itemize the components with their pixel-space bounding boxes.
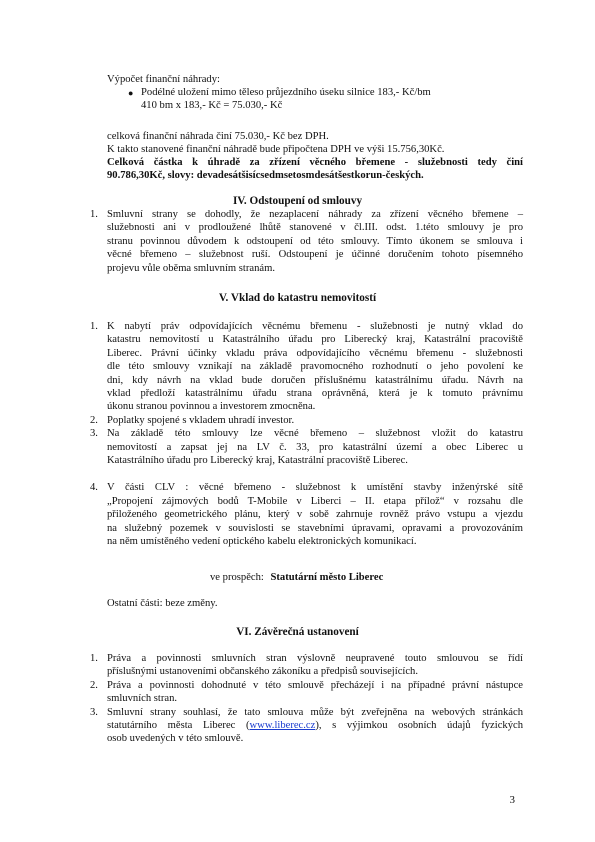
calc-heading: Výpočet finanční náhrady: — [107, 74, 220, 85]
item-line: K nabytí práv odpovídajících věcnému břemenu - služebnosti je nutný vklad do — [107, 321, 523, 332]
item-line: Poplatky spojené s vkladem uhradí investor. — [107, 414, 295, 426]
list-item-number: 1. — [90, 321, 98, 332]
calc-total-no-vat: celková finanční náhrada činí 75.030,- Kč bez DPH. — [107, 131, 329, 142]
list-item-number: 1. — [90, 209, 98, 220]
item-line: vklad předloží katastrálnímu úřadu strana oprávněná, která je k tomuto právnímu — [107, 388, 523, 400]
item-line: stranu povinnou důvodem k odstoupení od této smlouvy. Tímto úkonem se smlouva i — [107, 235, 523, 247]
section-6-list — [90, 652, 523, 746]
item-line: na služebný pozemek v souvislosti se stavebními úpravami, opravami a provozováním — [107, 522, 523, 534]
list-item-number: 2. — [90, 679, 98, 691]
item-line: přiloženého geometrického plánu, který v sobě zahrnuje rovněž právo vstupu a vjezdu — [107, 509, 523, 521]
section-4-title: IV. Odstoupení od smlouvy — [232, 195, 363, 207]
section-4-list — [90, 208, 523, 275]
item-line: věcné břemeno – služebnost ruší. Odstoupení je účinné doručením tohoto písemného — [107, 249, 523, 261]
item-line: Práva a povinnosti smluvních stran výslovně neupravené touto smlouvou se řídí — [107, 653, 523, 664]
item-line: příslušnými ustanoveními občanského zákoníku a předpisů souvisejících. — [107, 666, 418, 678]
item-line: Katastrálního úřadu pro Liberecký kraj, Katastrální pracoviště Liberec. — [107, 455, 408, 467]
link-prefix-text: statutárního města Liberec ( — [107, 720, 250, 732]
calc-vat: K takto stanovené finanční náhradě bude připočtena DPH ve výši 15.756,30Kč. — [107, 144, 445, 155]
item-line: služebnosti ani v prodloužené lhůtě stanovené v čl.III. odst. 1.této smlouvy je pro — [107, 222, 523, 234]
item-line: na něm umístěného vedení optického kabelu elektronických komunikací. — [107, 536, 417, 548]
other-parts-note: Ostatní části: beze změny. — [107, 598, 218, 609]
item-line: V části CLV : věcné břemeno - služebnost k umístění stavby inženýrské sítě — [107, 482, 523, 494]
section-6-title: VI. Závěrečná ustanovení — [236, 626, 359, 638]
item-line: úkonu stranou povinnou a investorem zmocněna. — [107, 401, 316, 413]
item-line: Práva a povinnosti dohodnuté v této smlouvě přecházejí i na případné právní nástupce — [107, 679, 523, 691]
beneficiary-value: Statutární město Liberec — [270, 572, 384, 583]
section-5-title: V. Vklad do katastru nemovitostí — [218, 292, 377, 304]
calc-bullet-line2: 410 bm x 183,- Kč = 75.030,- Kč — [141, 100, 283, 111]
list-item — [90, 481, 523, 548]
item-line-with-link — [107, 719, 523, 732]
link-suffix-text: ), s výjimkou osobních údajů fyzických — [315, 720, 523, 732]
list-item-number: 4. — [90, 482, 98, 494]
item-line: osob uvedených v této smlouvě. — [107, 733, 244, 745]
item-line: Smluvní strany se dohodly, že nezaplacení náhrady za zřízení věcného břemene – — [107, 209, 523, 220]
page-number: 3 — [509, 794, 515, 806]
list-item — [90, 679, 523, 706]
bullet-icon: ● — [128, 88, 134, 98]
list-item — [90, 427, 523, 467]
item-line: katastru nemovitostí u Katastrálního úřadu pro Liberecký kraj, Katastrální pracoviště — [107, 334, 523, 346]
calc-bullet-line1: Podélné uložení mimo těleso průjezdního úseku silnice 183,- Kč/bm — [141, 87, 431, 98]
item-line: nemovitostí a zapsat jej na LV č. 33, pro katastrální území a obec Liberec u — [107, 441, 523, 453]
item-line: Smluvní strany souhlasí, že tato smlouva může být zveřejněna na webových stránkách — [107, 706, 523, 718]
beneficiary-line — [210, 571, 383, 584]
list-item-number: 1. — [90, 653, 98, 664]
website-link[interactable]: www.liberec.cz — [249, 720, 316, 732]
list-item-number: 2. — [90, 414, 98, 426]
item-line: Liberec. Právní účinky vkladu práva odpovídajícího věcnému břemenu - služebnosti — [107, 347, 523, 359]
list-item — [90, 320, 523, 414]
item-line: projevu vůle oběma smluvním stranám. — [107, 262, 275, 274]
calc-total-line1: Celková částka k úhradě za zřízení věcného břemene - služebnosti tedy činí — [107, 157, 523, 168]
list-item — [90, 414, 523, 427]
item-line: „Propojení zájmových bodů T-Mobile v Liberci – II. etapa přílož“ v rozsahu dle — [107, 495, 523, 507]
list-item — [90, 652, 523, 679]
list-item-number: 3. — [90, 706, 98, 718]
beneficiary-label: ve prospěch: — [210, 572, 264, 583]
list-item — [90, 208, 523, 275]
section-5-list — [90, 320, 523, 549]
item-line: Na základě této smlouvy lze věcné břemeno – služebnost vložit do katastru — [107, 428, 523, 440]
item-line: dle této smlouvy vznikají na základě pravomocného rozhodnutí o jeho povolení ke — [107, 361, 523, 373]
list-item-number: 3. — [90, 428, 98, 440]
calc-total-line2: 90.786,30Kč, slovy: devadesátšisícsedmsetosmdesátšestkorun-českých. — [107, 170, 424, 181]
item-line: dni, kdy návrh na vklad bude doručen příslušnému katastrálnímu úřadu. Návrh na — [107, 374, 523, 386]
list-item — [90, 706, 523, 746]
item-line: smluvních stran. — [107, 693, 178, 705]
